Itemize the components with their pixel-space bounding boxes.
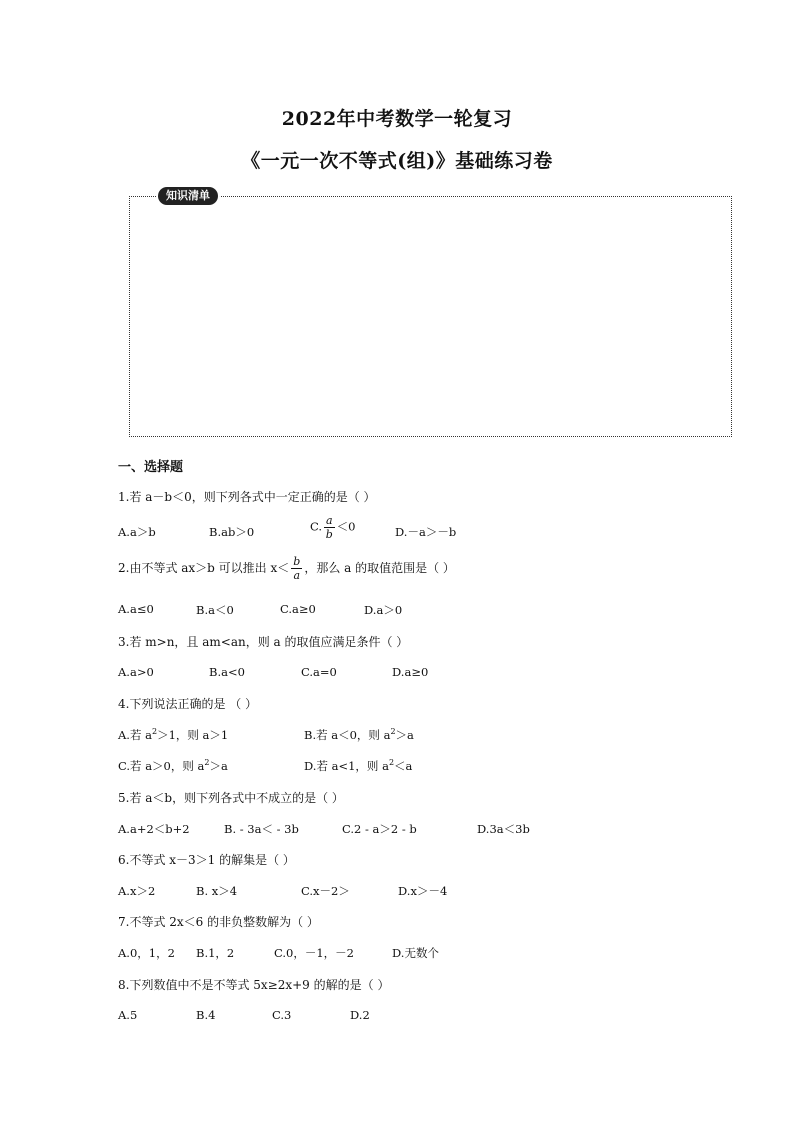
section-title: 一、选择题: [118, 460, 184, 475]
superscript: 2: [151, 727, 158, 737]
q7-option-c: C.0，－1，－2: [274, 946, 354, 960]
q5-option-a: A.a+2＜b+2: [118, 822, 190, 836]
q1-option-b: B.ab＞0: [209, 525, 255, 539]
q2-option-c: C.a≥0: [280, 602, 316, 616]
q4-option-c-text: C.若 a＞0，则 a: [118, 759, 205, 773]
page-subtitle: 《一元一次不等式(组)》基础练习卷: [241, 150, 553, 172]
question-4-stem: 4.下列说法正确的是 （ ）: [118, 697, 258, 711]
q4-option-b-text: B.若 a＜0，则 a: [304, 728, 391, 742]
q4-option-d-text: D.若 a<1，则 a: [304, 759, 389, 773]
q2-option-a: A.a≤0: [118, 602, 154, 616]
question-3-stem: 3.若 m>n，且 am<an，则 a 的取值应满足条件（ ）: [118, 635, 409, 649]
q4-option-b: [304, 727, 414, 743]
q4-option-a: [118, 727, 228, 743]
q1-option-c-suffix: ＜0: [336, 519, 356, 534]
q1-option-c-prefix: C.: [310, 519, 323, 534]
q4-option-c: [118, 758, 228, 774]
q6-option-b: B. x＞4: [196, 884, 238, 898]
q3-option-c: C.a=0: [301, 665, 337, 679]
superscript: 2: [204, 758, 210, 768]
q4-option-c-tail: ＞a: [209, 759, 228, 773]
q3-option-d: D.a≥0: [392, 665, 429, 679]
q4-option-d: [304, 758, 412, 774]
q5-option-d: D.3a＜3b: [477, 822, 530, 836]
q2-option-b: B.a＜0: [196, 603, 234, 617]
q6-option-c: C.x－2＞: [301, 884, 350, 898]
question-8-stem: 8.下列数值中不是不等式 5x≥2x+9 的解的是（ ）: [118, 978, 390, 992]
q1-option-c-fraction: [324, 515, 335, 540]
q3-option-b: B.a<0: [209, 665, 245, 679]
q7-option-b: B.1，2: [196, 946, 235, 960]
q4-option-b-tail: ＞a: [395, 728, 414, 742]
q2-fraction: [291, 556, 302, 581]
q8-option-c: C.3: [272, 1008, 292, 1022]
q2-option-d: D.a＞0: [364, 603, 403, 617]
q2-stem-pre: 2.由不等式 ax＞b 可以推出 x＜: [118, 561, 290, 575]
q4-option-a-text: A.若 a: [118, 728, 152, 742]
question-5-stem: 5.若 a＜b，则下列各式中不成立的是（ ）: [118, 791, 344, 805]
q7-option-a: A.0，1，2: [118, 946, 175, 960]
q6-option-a: A.x＞2: [118, 884, 156, 898]
q4-option-d-tail: ＜a: [394, 759, 413, 773]
knowledge-box: [129, 196, 732, 437]
q5-option-c: C.2 - a＞2 - b: [342, 822, 417, 836]
question-1-stem: 1.若 a－b＜0，则下列各式中一定正确的是（ ）: [118, 490, 376, 504]
fraction-denominator: a: [293, 569, 301, 582]
q8-option-b: B.4: [196, 1008, 216, 1022]
q3-option-a: A.a>0: [118, 665, 154, 679]
q7-option-d: D.无数个: [392, 946, 439, 960]
fraction-numerator: a: [326, 514, 333, 527]
q2-stem-post: ，那么 a 的取值范围是（ ）: [304, 561, 455, 575]
q8-option-d: D.2: [350, 1008, 370, 1022]
question-7-stem: 7.不等式 2x＜6 的非负整数解为（ ）: [118, 915, 319, 929]
superscript: 2: [390, 727, 396, 737]
q5-option-b: B. - 3a＜ - 3b: [224, 822, 299, 836]
superscript: 2: [388, 758, 395, 768]
q4-option-a-tail: ＞1，则 a＞1: [157, 728, 229, 742]
question-2-stem: [118, 556, 455, 581]
page-title: 2022年中考数学一轮复习: [281, 108, 513, 130]
fraction-denominator: b: [325, 528, 333, 541]
q1-option-a: A.a＞b: [118, 525, 156, 539]
q1-option-c: [310, 515, 355, 540]
q6-option-d: D.x＞－4: [398, 884, 448, 898]
question-6-stem: 6.不等式 x－3＞1 的解集是（ ）: [118, 853, 295, 867]
fraction-numerator: b: [293, 555, 301, 568]
knowledge-tag: 知识清单: [158, 187, 218, 205]
q8-option-a: A.5: [118, 1008, 138, 1022]
q1-option-d: D.－a＞－b: [395, 525, 457, 539]
